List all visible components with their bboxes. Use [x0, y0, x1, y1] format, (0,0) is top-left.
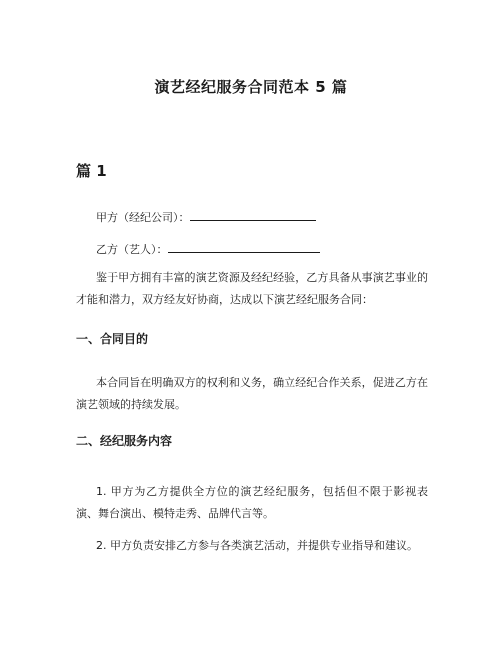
- document-title: 演艺经纪服务合同范本 5 篇: [154, 78, 348, 96]
- party-b-line: [96, 241, 320, 257]
- intro-paragraph: 鉴于甲方拥有丰富的演艺资源及经纪经验，乙方具备从事演艺事业的才能和潜力，双方经友好协商，达成以下演艺经纪服务合同：: [76, 271, 428, 306]
- party-a-blank: [190, 210, 316, 221]
- party-b-blank: [168, 242, 320, 253]
- clause2-item2: 2. 甲方负责安排乙方参与各类演艺活动，并提供专业指导和建议。: [96, 539, 418, 552]
- clause2-item1: 1. 甲方为乙方提供全方位的演艺经纪服务，包括但不限于影视表演、舞台演出、模特走秀、品牌代言等。: [76, 485, 428, 520]
- party-b-label: 乙方（艺人）：: [96, 243, 168, 256]
- party-a-label: 甲方（经纪公司）：: [96, 211, 190, 224]
- section-heading: 篇 1: [76, 162, 107, 180]
- party-a-line: [96, 209, 316, 225]
- clause2-heading: 二、经纪服务内容: [76, 434, 173, 448]
- clause1-heading: 一、合同目的: [76, 332, 149, 346]
- clause1-paragraph: 本合同旨在明确双方的权利和义务，确立经纪合作关系，促进乙方在演艺领域的持续发展。: [76, 376, 428, 411]
